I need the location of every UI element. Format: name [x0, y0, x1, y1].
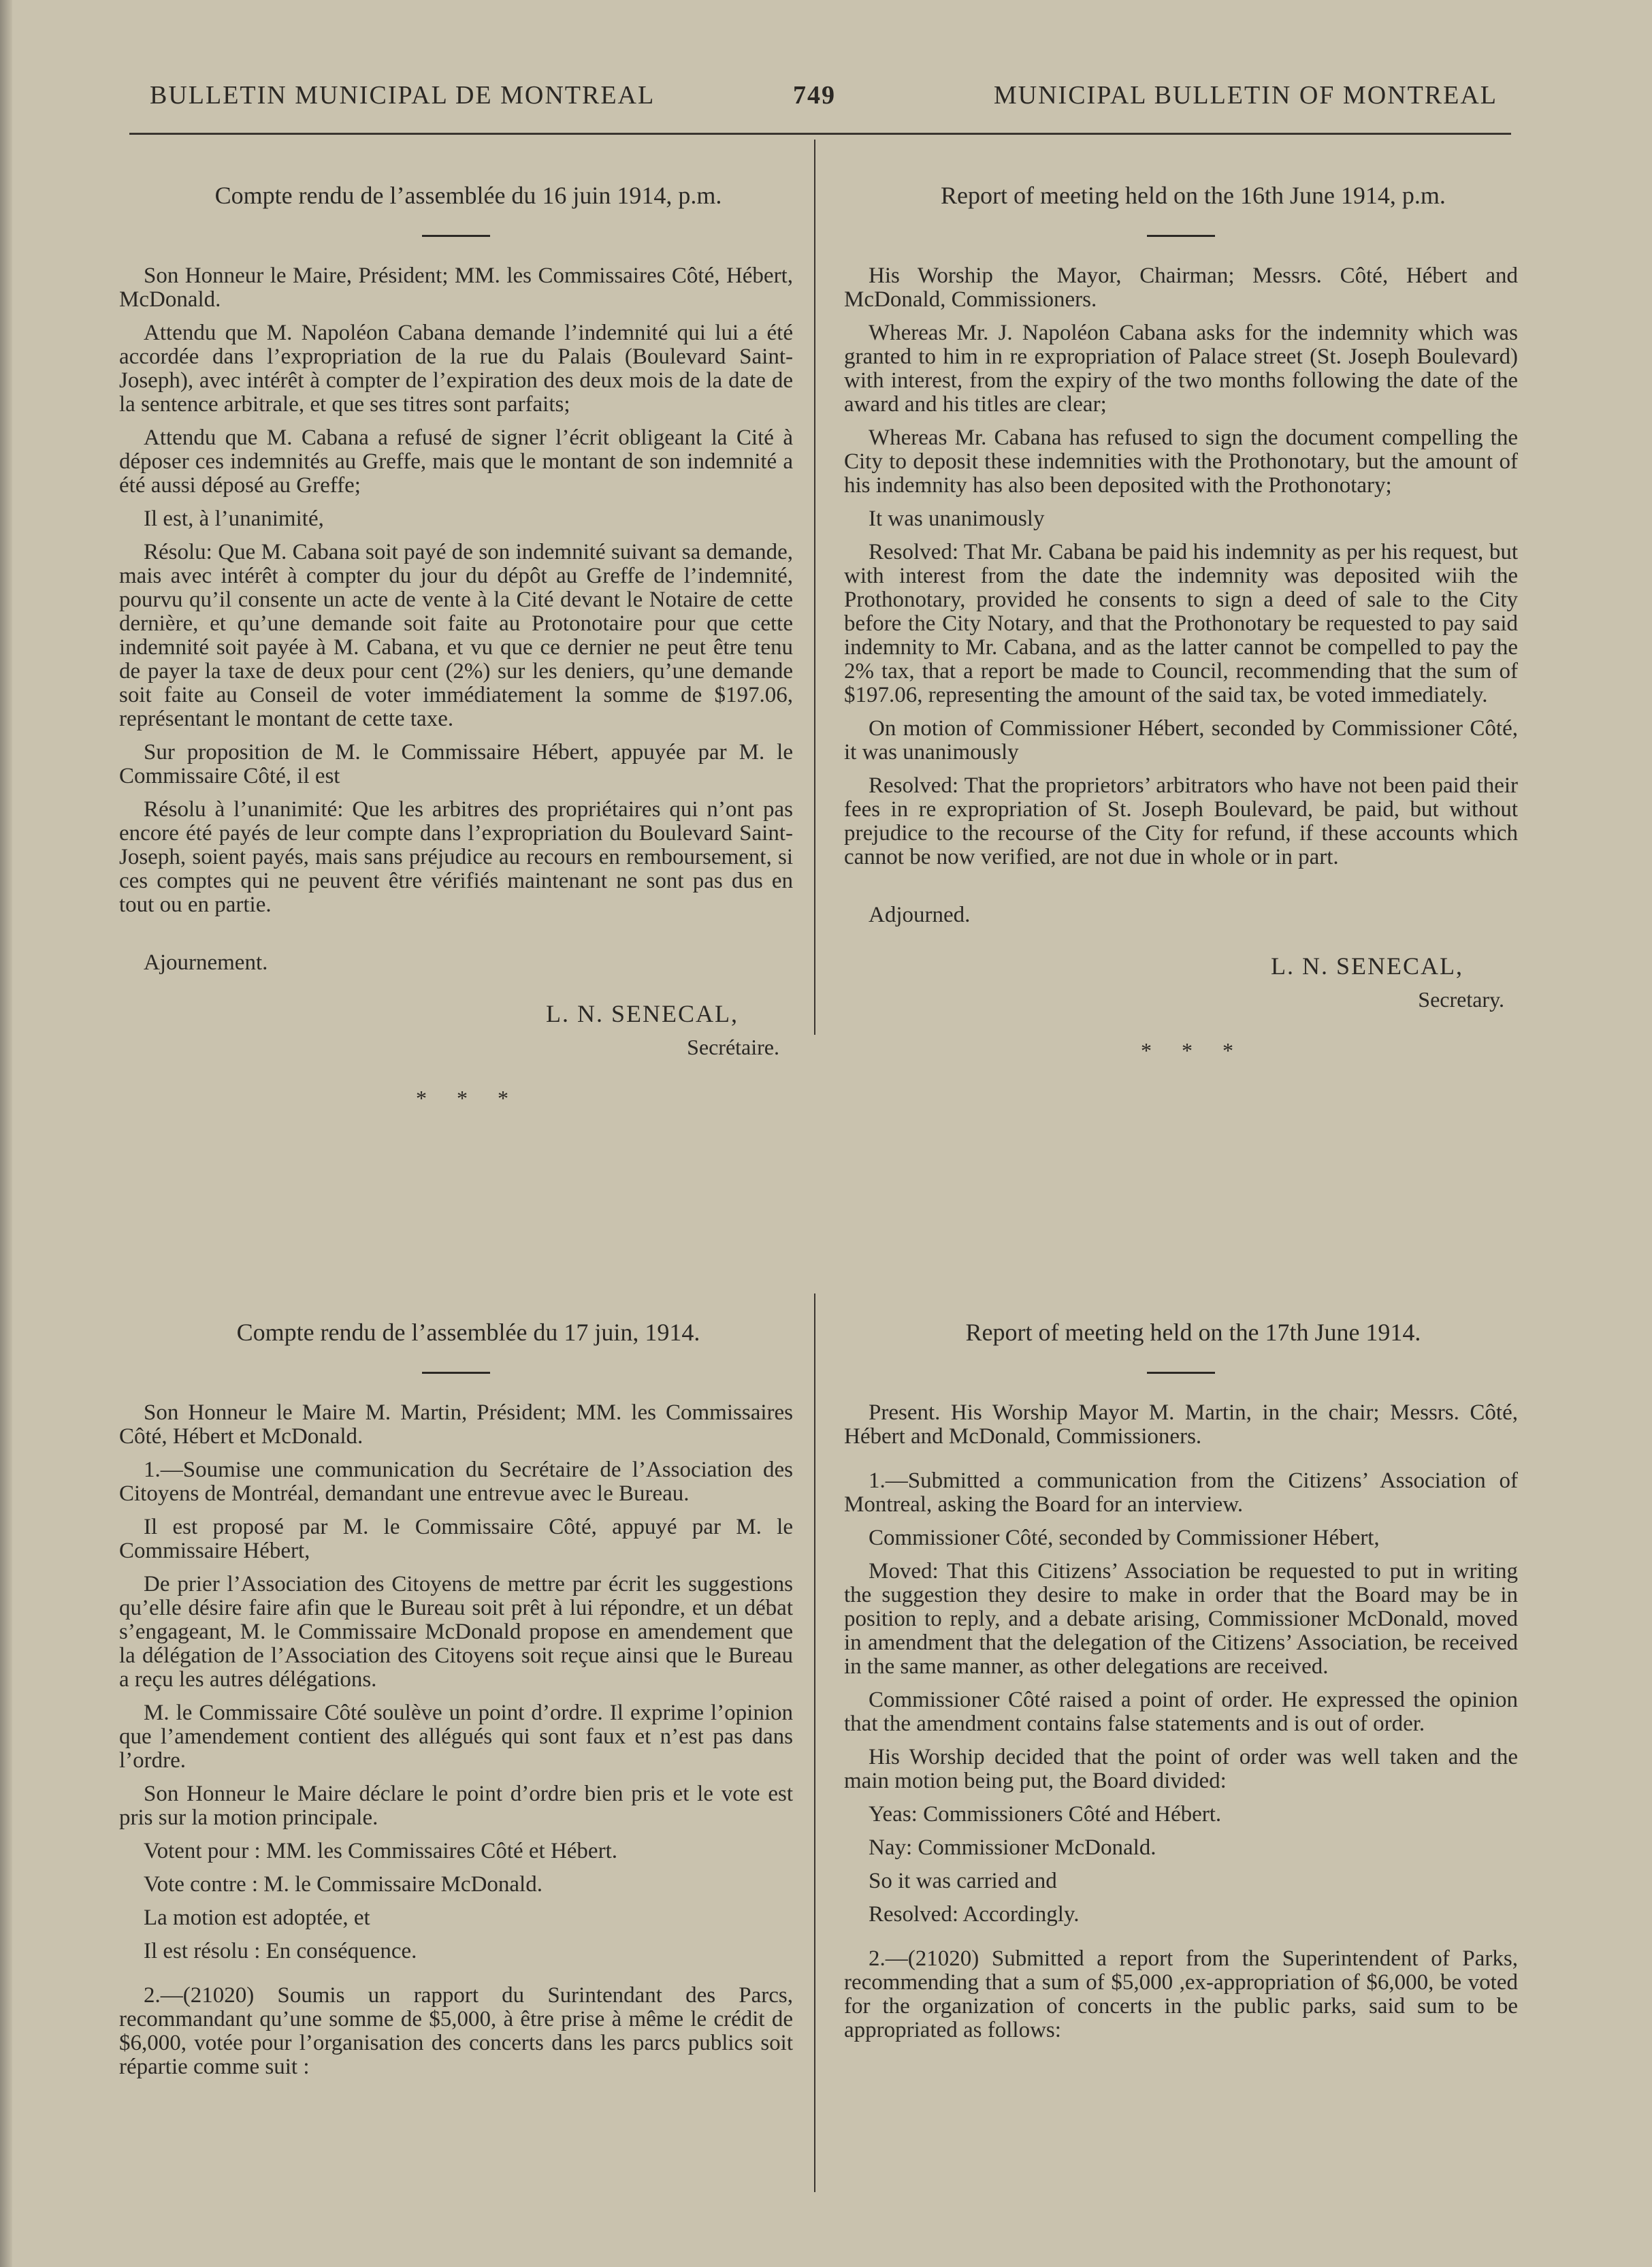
english-report-16-june	[844, 184, 1518, 1072]
adjournment: Ajournement.	[144, 950, 268, 975]
section-separator-stars: * * *	[1141, 1038, 1246, 1063]
adjournment: Adjourned.	[869, 903, 971, 927]
paragraph: 2.—(21020) Submitted a report from the Superintendent of Parks, recommending that a sum of $5,000 ,ex-appropriation of $6,000, be voted for the organization of concerts in the public parks, said sum to be appropriated as follows:	[844, 1946, 1518, 2042]
paragraph: His Worship the Mayor, Chairman; Messrs. Côté, Hébert and McDonald, Commissioners.	[844, 263, 1518, 312]
english-report-17-june	[844, 1321, 1518, 2052]
paragraph: M. le Commissaire Côté soulève un point d’ordre. Il exprime l’opinion que l’amendement contient des allégués qui sont faux et n’est pas dans l’ordre.	[119, 1701, 793, 1773]
column-divider-bottom	[814, 1293, 815, 2192]
paragraph: De prier l’Association des Citoyens de mettre par écrit les suggestions qu’elle désire faire afin que le Bureau soit prêt à lui répondre, et un débat s’engageant, M. le Commissaire McDonald propose en amendement que la délégation de l’Association des Citoyens soit reçue ainsi que le Bureau a reçu les autres délégations.	[119, 1572, 793, 1692]
signature-name: L. N. SENECAL,	[1271, 952, 1463, 980]
paragraph: Il est proposé par M. le Commissaire Côté, appuyé par M. le Commissaire Hébert,	[119, 1515, 793, 1563]
paragraph: His Worship decided that the point of order was well taken and the main motion being put, the Board divided:	[844, 1745, 1518, 1793]
paragraph: Résolu à l’unanimité: Que les arbitres des propriétaires qui n’ont pas encore été payés de leur compte dans l’expropriation du Boulevard Saint-Joseph, soient payés, mais sans préjudice au recours en remboursement, si ces comptes qui ne peuvent être vérifiés maintenant ne sont pas dus en tout ou en partie.	[119, 797, 793, 917]
header-english-title: MUNICIPAL BULLETIN OF MONTREAL	[993, 81, 1497, 110]
paragraph: Resolved: That Mr. Cabana be paid his indemnity as per his request, but with interest from the date the indemnity was deposited wiih the Prothonotary, provided he consents to sign a deed of sale to the City before the City Notary, and that the Prothonotary be requested to pay said indemnity to Mr. Cabana, and as the latter cannot be compelled to pay the 2% tax, that a report be made to Council, recommending that the sum of $197.06, representing the amount of the said tax, be voted immediately.	[844, 540, 1518, 707]
paragraph: Resolved: Accordingly.	[869, 1902, 1080, 1927]
paragraph: Whereas Mr. Cabana has refused to sign the document compelling the City to deposit these indemnities with the Prothonotary, but the amount of his indemnity has also been deposited with the Prothonotary;	[844, 425, 1518, 498]
section-separator-stars: * * *	[416, 1086, 521, 1110]
paragraph: Whereas Mr. J. Napoléon Cabana asks for the indemnity which was granted to him in re expropriation of Palace street (St. Joseph Boulevard) with interest, from the expiry of the two months following the date of the award and his titles are clear;	[844, 321, 1518, 417]
paragraph: Son Honneur le Maire déclare le point d’ordre bien pris et le vote est pris sur la motion principale.	[119, 1782, 793, 1830]
page-number: 749	[793, 81, 836, 110]
paragraph: 1.—Soumise une communication du Secrétaire de l’Association des Citoyens de Montréal, demandant une entrevue avec le Bureau.	[119, 1458, 793, 1506]
french-report-title: Compte rendu de l’assemblée du 16 juin 1914, p.m.	[214, 182, 722, 209]
title-rule	[422, 1372, 490, 1374]
header-rule	[129, 133, 1511, 135]
paragraph: Vote contre : M. le Commissaire McDonald.	[144, 1872, 542, 1897]
paragraph: Present. His Worship Mayor M. Martin, in the chair; Messrs. Côté, Hébert and McDonald, Commissioners.	[844, 1400, 1518, 1449]
paragraph: Commissioner Côté raised a point of order. He expressed the opinion that the amendment contains false statements and is out of order.	[844, 1688, 1518, 1736]
paragraph: Son Honneur le Maire M. Martin, Président; MM. les Commissaires Côté, Hébert et McDonald.	[119, 1400, 793, 1449]
english-report-title: Report of meeting held on the 17th June 1914.	[965, 1319, 1421, 1346]
paragraph: Yeas: Commissioners Côté and Hébert.	[869, 1802, 1222, 1827]
paragraph: Resolved: That the proprietors’ arbitrators who have not been paid their fees in re expropriation of St. Joseph Boulevard, be paid, but without prejudice to the recourse of the City for refund, if these accounts which cannot be now verified, are not due in whole or in part.	[844, 773, 1518, 869]
paragraph: It was unanimously	[869, 507, 1045, 531]
paragraph: 1.—Submitted a communication from the Citizens’ Association of Montreal, asking the Board for an interview.	[844, 1468, 1518, 1517]
paragraph: Résolu: Que M. Cabana soit payé de son indemnité suivant sa demande, mais avec intérêt à compter du jour du dépôt au Greffe de l’indemnité, pourvu qu’il consente un acte de vente à la Cité devant le Notaire de cette dernière, et qu’une demande soit faite au Protonotaire pour que cette indemnité soit payée à M. Cabana, et vu que ce dernier ne peut être tenu de payer la taxe de deux pour cent (2%) sur les deniers, qu’une demande soit faite au Conseil de voter immédiatement la somme de $197.06, représentant le montant de cette taxe.	[119, 540, 793, 731]
french-report-title: Compte rendu de l’assemblée du 17 juin, 1914.	[236, 1319, 700, 1346]
paragraph: Attendu que M. Napoléon Cabana demande l’indemnité qui lui a été accordée dans l’expropriation de la rue du Palais (Boulevard Saint-Joseph), avec intérêt à compter de l’expiration des deux mois de la date de la sentence arbitrale, et que ses titres sont parfaits;	[119, 321, 793, 417]
paragraph: Son Honneur le Maire, Président; MM. les Commissaires Côté, Hébert, McDonald.	[119, 263, 793, 312]
paragraph: On motion of Commissioner Hébert, seconded by Commissioner Côté, it was unanimously	[844, 716, 1518, 765]
paragraph: Sur proposition de M. le Commissaire Hébert, appuyée par M. le Commissaire Côté, il est	[119, 740, 793, 788]
header-french-title: BULLETIN MUNICIPAL DE MONTREAL	[150, 81, 655, 110]
title-rule	[422, 235, 490, 237]
signature-role: Secrétaire.	[687, 1035, 779, 1059]
paragraph: Nay: Commissioner McDonald.	[869, 1835, 1156, 1860]
paragraph: Votent pour : MM. les Commissaires Côté et Hébert.	[144, 1839, 617, 1863]
paragraph: Il est résolu : En conséquence.	[144, 1939, 417, 1963]
paragraph: So it was carried and	[869, 1869, 1057, 1893]
column-divider-top	[814, 140, 815, 1035]
french-report-17-june	[119, 1321, 793, 2089]
signature-role: Secretary.	[1418, 987, 1504, 1012]
english-report-title: Report of meeting held on the 16th June 1914, p.m.	[941, 182, 1446, 209]
title-rule	[1147, 235, 1215, 237]
paragraph: La motion est adoptée, et	[144, 1906, 370, 1930]
paragraph: Il est, à l’unanimité,	[144, 507, 324, 531]
paragraph: Commissioner Côté, seconded by Commissioner Hébert,	[869, 1526, 1380, 1550]
page-binding-edge	[0, 0, 12, 2267]
paragraph: 2.—(21020) Soumis un rapport du Surintendant des Parcs, recommandant qu’une somme de $5,000, à être prise à même le crédit de $6,000, votée pour l’organisation des concerts dans les parcs publics soit répartie comme suit :	[119, 1983, 793, 2079]
signature-name: L. N. SENECAL,	[546, 1000, 739, 1027]
paragraph: Moved: That this Citizens’ Association be requested to put in writing the suggestion they desire to make in order that the Board may be in position to reply, and a debate arising, Commissioner McDonald, moved in amendment that the delegation of the Citizens’ Association, be received in the same manner, as other delegations are received.	[844, 1559, 1518, 1679]
title-rule	[1147, 1372, 1215, 1374]
french-report-16-june	[119, 184, 793, 1120]
paragraph: Attendu que M. Cabana a refusé de signer l’écrit obligeant la Cité à déposer ces indemnités au Greffe, mais que le montant de son indemnité a été aussi déposé au Greffe;	[119, 425, 793, 498]
running-header	[143, 80, 1497, 121]
